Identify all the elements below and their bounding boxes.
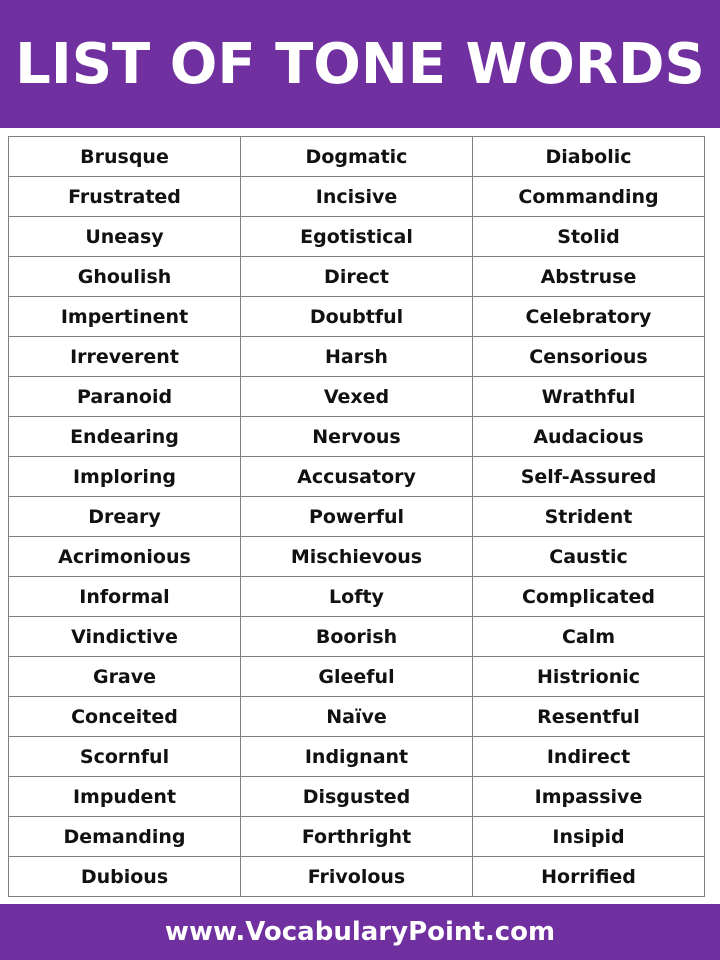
table-row <box>9 657 705 697</box>
table-cell: Impudent <box>9 777 241 817</box>
table-cell: Forthright <box>241 817 473 857</box>
table-cell: Strident <box>473 497 705 537</box>
table-cell: Diabolic <box>473 137 705 177</box>
table-row <box>9 857 705 897</box>
table-row <box>9 457 705 497</box>
table-row <box>9 257 705 297</box>
table-cell: Incisive <box>241 177 473 217</box>
table-row <box>9 177 705 217</box>
table-cell: Irreverent <box>9 337 241 377</box>
table-cell: Informal <box>9 577 241 617</box>
table-cell: Acrimonious <box>9 537 241 577</box>
page-title: LIST OF TONE WORDS <box>15 31 705 97</box>
table-row <box>9 777 705 817</box>
tone-words-table-container <box>8 136 705 897</box>
footer-banner <box>0 904 720 960</box>
table-cell: Vexed <box>241 377 473 417</box>
table-cell: Calm <box>473 617 705 657</box>
table-cell: Egotistical <box>241 217 473 257</box>
table-cell: Boorish <box>241 617 473 657</box>
table-cell: Doubtful <box>241 297 473 337</box>
table-cell: Dubious <box>9 857 241 897</box>
table-cell: Direct <box>241 257 473 297</box>
footer-website-link[interactable]: www.VocabularyPoint.com <box>164 917 556 947</box>
table-cell: Abstruse <box>473 257 705 297</box>
table-cell: Uneasy <box>9 217 241 257</box>
table-row <box>9 337 705 377</box>
table-body <box>9 137 705 897</box>
title-banner <box>0 0 720 128</box>
table-cell: Accusatory <box>241 457 473 497</box>
table-cell: Frivolous <box>241 857 473 897</box>
table-cell: Vindictive <box>9 617 241 657</box>
table-cell: Dogmatic <box>241 137 473 177</box>
table-row <box>9 577 705 617</box>
table-cell: Nervous <box>241 417 473 457</box>
table-cell: Brusque <box>9 137 241 177</box>
table-cell: Self-Assured <box>473 457 705 497</box>
table-cell: Lofty <box>241 577 473 617</box>
table-cell: Dreary <box>9 497 241 537</box>
table-row <box>9 417 705 457</box>
table-cell: Gleeful <box>241 657 473 697</box>
table-cell: Naïve <box>241 697 473 737</box>
table-row <box>9 537 705 577</box>
table-cell: Mischievous <box>241 537 473 577</box>
table-cell: Indirect <box>473 737 705 777</box>
table-row <box>9 377 705 417</box>
table-cell: Paranoid <box>9 377 241 417</box>
table-cell: Imploring <box>9 457 241 497</box>
table-cell: Harsh <box>241 337 473 377</box>
table-cell: Audacious <box>473 417 705 457</box>
table-cell: Ghoulish <box>9 257 241 297</box>
table-row <box>9 217 705 257</box>
table-cell: Indignant <box>241 737 473 777</box>
table-cell: Conceited <box>9 697 241 737</box>
table-cell: Impertinent <box>9 297 241 337</box>
table-row <box>9 617 705 657</box>
table-row <box>9 697 705 737</box>
table-cell: Caustic <box>473 537 705 577</box>
table-cell: Endearing <box>9 417 241 457</box>
table-row <box>9 497 705 537</box>
table-cell: Wrathful <box>473 377 705 417</box>
table-cell: Powerful <box>241 497 473 537</box>
table-cell: Stolid <box>473 217 705 257</box>
table-cell: Commanding <box>473 177 705 217</box>
table-cell: Celebratory <box>473 297 705 337</box>
table-cell: Grave <box>9 657 241 697</box>
tone-words-table <box>8 136 705 897</box>
table-row <box>9 737 705 777</box>
table-cell: Horrified <box>473 857 705 897</box>
table-cell: Histrionic <box>473 657 705 697</box>
table-cell: Impassive <box>473 777 705 817</box>
table-cell: Scornful <box>9 737 241 777</box>
table-cell: Complicated <box>473 577 705 617</box>
table-row <box>9 297 705 337</box>
table-cell: Censorious <box>473 337 705 377</box>
table-cell: Disgusted <box>241 777 473 817</box>
table-row <box>9 817 705 857</box>
table-row <box>9 137 705 177</box>
table-cell: Insipid <box>473 817 705 857</box>
table-cell: Resentful <box>473 697 705 737</box>
table-cell: Frustrated <box>9 177 241 217</box>
table-cell: Demanding <box>9 817 241 857</box>
